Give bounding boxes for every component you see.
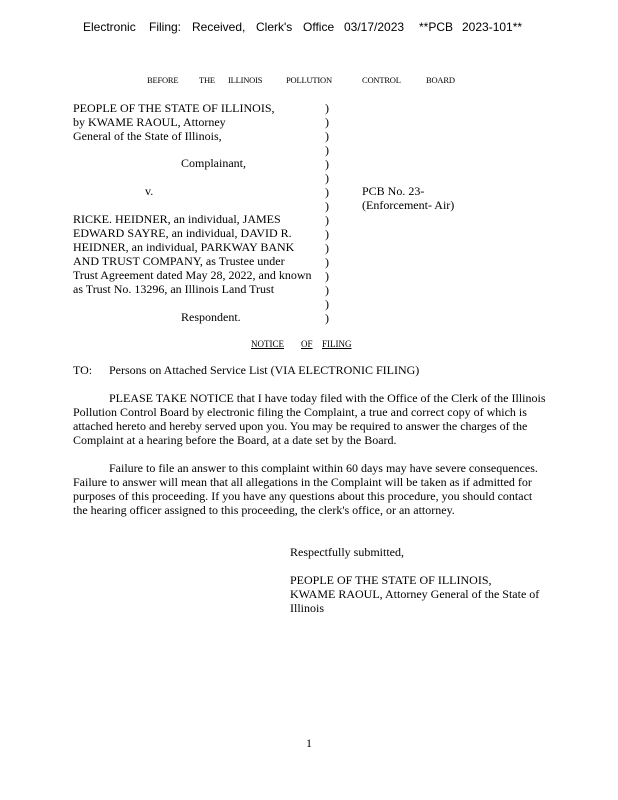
page-number: 1 — [306, 736, 312, 750]
signature-closing: Respectfully submitted, — [290, 545, 404, 559]
title-before: BEFORE — [147, 75, 179, 85]
paren: ) — [325, 297, 329, 311]
respondent-line: as Trust No. 13296, an Illinois Land Trust — [73, 282, 275, 296]
respondent-line: RICKE. HEIDNER, an individual, JAMES — [73, 212, 281, 226]
respondent-line: EDWARD SAYRE, an individual, DAVID R. — [73, 226, 292, 240]
paragraph-line: Failure to answer will mean that all allegations in the Complaint will be taken as if admitted for — [73, 475, 532, 489]
complainant-label: Complainant, — [181, 156, 246, 170]
header-pcb: **PCB — [419, 20, 454, 34]
respondent-line: Trust Agreement dated May 28, 2022, and known — [73, 268, 312, 282]
title-the: THE — [199, 75, 215, 85]
paren: ) — [325, 213, 329, 227]
notice-word: FILING — [322, 339, 352, 349]
paren: ) — [325, 129, 329, 143]
respondent-line: AND TRUST COMPANY, as Trustee under — [73, 254, 285, 268]
paragraph-line: purposes of this proceeding. If you have any questions about this procedure, you should contact — [73, 489, 533, 503]
paren: ) — [325, 171, 329, 185]
signature-line: Illinois — [290, 601, 325, 615]
title-board: BOARD — [426, 75, 455, 85]
paren: ) — [325, 269, 329, 283]
paragraph-line: Complaint at a hearing before the Board, at a date set by the Board. — [73, 433, 397, 447]
paragraph-line: PLEASE TAKE NOTICE that I have today filed with the Office of the Clerk of the Illinois — [109, 391, 546, 405]
paren: ) — [325, 199, 329, 213]
header-date: 03/17/2023 — [344, 20, 405, 34]
paren: ) — [325, 311, 329, 325]
versus: v. — [145, 184, 154, 198]
to-text: Persons on Attached Service List (VIA ELECTRONIC FILING) — [109, 363, 420, 377]
paragraph-line: attached hereto and hereby served upon you. You may be required to answer the charges of the — [73, 419, 528, 433]
notice-word: NOTICE — [251, 339, 284, 349]
case-number: PCB No. 23- — [362, 184, 425, 198]
paren: ) — [325, 227, 329, 241]
paren: ) — [325, 157, 329, 171]
paren: ) — [325, 101, 329, 115]
case-type: (Enforcement- Air) — [362, 198, 455, 212]
paragraph-line: the hearing officer assigned to this proceeding, the clerk's office, or an attorney. — [73, 503, 455, 517]
to-label: TO: — [73, 363, 93, 377]
title-pollution: POLLUTION — [286, 75, 332, 85]
header-received: Received, — [192, 20, 246, 34]
notice-word: OF — [301, 339, 313, 349]
title-control: CONTROL — [362, 75, 401, 85]
header-number: 2023-101** — [462, 20, 523, 34]
complainant-line: PEOPLE OF THE STATE OF ILLINOIS, — [73, 101, 275, 115]
signature-line: PEOPLE OF THE STATE OF ILLINOIS, — [290, 573, 492, 587]
complainant-line: by KWAME RAOUL, Attorney — [73, 115, 226, 129]
paren: ) — [325, 115, 329, 129]
paren: ) — [325, 283, 329, 297]
paren: ) — [325, 185, 329, 199]
title-illinois: ILLINOIS — [228, 75, 263, 85]
paren: ) — [325, 143, 329, 157]
respondent-label: Respondent. — [181, 310, 241, 324]
complainant-line: General of the State of Illinois, — [73, 129, 222, 143]
header-filing: Filing: — [149, 20, 182, 34]
signature-line: KWAME RAOUL, Attorney General of the State of — [290, 587, 540, 601]
paren: ) — [325, 241, 329, 255]
paren: ) — [325, 255, 329, 269]
header-office: Office — [303, 20, 335, 34]
paragraph-line: Pollution Control Board by electronic filing the Complaint, a true and correct copy of which is — [73, 405, 527, 419]
header-electronic: Electronic — [83, 20, 136, 34]
paragraph-line: Failure to file an answer to this complaint within 60 days may have severe consequences. — [109, 461, 538, 475]
header-clerks: Clerk's — [256, 20, 293, 34]
respondent-line: HEIDNER, an individual, PARKWAY BANK — [73, 240, 295, 254]
